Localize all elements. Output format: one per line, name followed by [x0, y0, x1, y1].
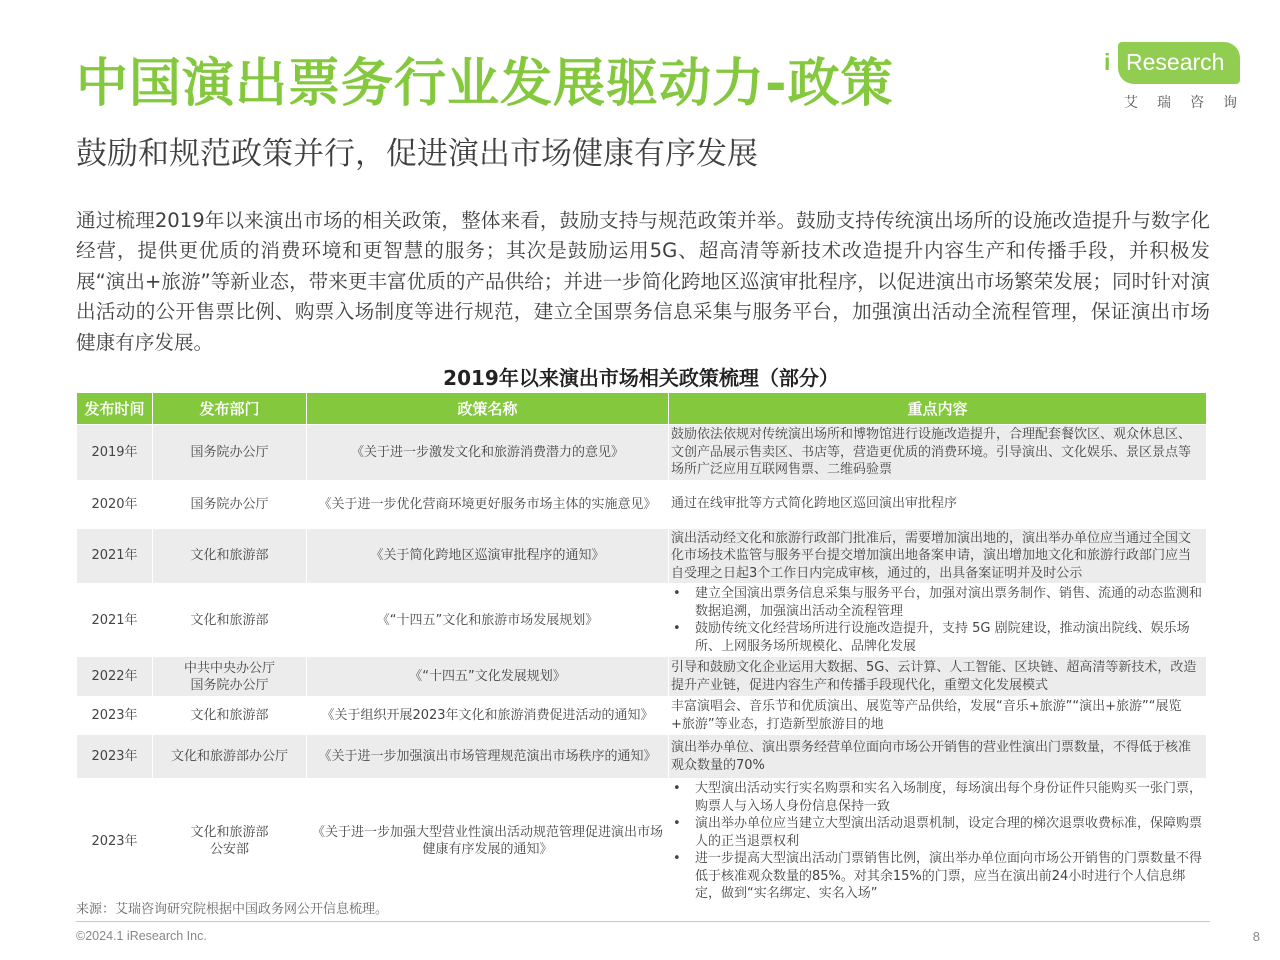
cell-time: 2021年 — [77, 584, 153, 657]
table-row — [77, 528, 1207, 584]
cell-time: 2022年 — [77, 657, 153, 697]
footer-divider — [76, 921, 1210, 922]
page-title: 中国演出票务行业发展驱动力-政策 — [76, 54, 894, 114]
content-bullet: • 演出举办单位应当建立大型演出活动退票机制，设定合理的梯次退票收费标准，保障购票人的正当退票权利 — [695, 815, 1202, 850]
cell-dept-line: 中共中央办公厅 — [183, 660, 275, 676]
logo-prefix: i — [1104, 49, 1111, 75]
cell-policy-name: 《关于进一步加强演出市场管理规范演出市场秩序的通知》 — [307, 735, 669, 779]
cell-time: 2023年 — [77, 697, 153, 735]
cell-time: 2023年 — [77, 735, 153, 779]
table-caption: 2019年以来演出市场相关政策梳理（部分） — [443, 366, 839, 390]
cell-policy-name: 《关于进一步激发文化和旅游消费潜力的意见》 — [307, 425, 669, 481]
table-row — [77, 480, 1207, 528]
logo-wordmark: Research — [1126, 49, 1225, 75]
cell-dept-line: 公安部 — [209, 842, 249, 858]
content-bullet: • 鼓励传统文化经营场所进行设施改造提升，支持 5G 剧院建设，推动演出院线、娱乐场所、上网服务场所规模化、品牌化发展 — [695, 620, 1202, 655]
cell-content: 丰富演唱会、音乐节和优质演出、展览等产品供给，发展“音乐+旅游”“演出+旅游”“展览+旅游”等业态，打造新型旅游目的地 — [669, 697, 1207, 735]
cell-time: 2019年 — [77, 425, 153, 481]
page-number: 8 — [1252, 929, 1260, 944]
cell-dept: 国务院办公厅 — [153, 425, 307, 481]
cell-dept: 文化和旅游部 — [153, 584, 307, 657]
cell-content: 引导和鼓励文化企业运用大数据、5G、云计算、人工智能、区块链、超高清等新技术，改造提升产业链，促进内容生产和传播手段现代化，重塑文化发展模式 — [669, 657, 1207, 697]
table-row — [77, 657, 1207, 697]
cell-content: 演出活动经文化和旅游行政部门批准后，需要增加演出地的，演出举办单位应当通过全国文化市场技术监管与服务平台提交增加演出地备案申请，演出增加地文化和旅游行政部门应当自受理之日起3个工作日内完成审核，通过的，出具备案证明并及时公示 — [669, 528, 1207, 584]
content-bullet-list — [671, 780, 1202, 903]
cell-dept: 文化和旅游部 — [153, 697, 307, 735]
cell-dept: 国务院办公厅 — [153, 480, 307, 528]
intro-paragraph: 通过梳理2019年以来演出市场的相关政策，整体来看，鼓励支持与规范政策并举。鼓励支持传统演出场所的设施改造提升与数字化经营，提供更优质的消费环境和更智慧的服务；其次是鼓励运用5G、超高清等新技术改造提升内容生产和传播手段，并积极发展“演出+旅游”等新业态，带来更丰富优质的产品供给；并进一步简化跨地区巡演审批程序，以促进演出市场繁荣发展；同时针对演出活动的公开售票比例、购票入场制度等进行规范，建立全国票务信息采集与服务平台，加强演出活动全流程管理，保证演出市场健康有序发展。 — [76, 209, 1210, 354]
content-bullet: • 建立全国演出票务信息采集与服务平台，加强对演出票务制作、销售、流通的动态监测和数据追溯，加强演出活动全流程管理 — [695, 585, 1202, 620]
table-header-row — [77, 393, 1207, 425]
table-row — [77, 425, 1207, 481]
page-subtitle: 鼓励和规范政策并行，促进演出市场健康有序发展 — [76, 136, 758, 172]
iresearch-logo — [1100, 42, 1256, 114]
cell-policy-name: 《关于简化跨地区巡演审批程序的通知》 — [307, 528, 669, 584]
cell-policy-name: 《关于进一步加强大型营业性演出活动规范管理促进演出市场健康有序发展的通知》 — [307, 779, 669, 905]
table-row — [77, 584, 1207, 657]
header-key-content: 重点内容 — [669, 393, 1207, 425]
cell-content — [669, 779, 1207, 905]
cell-dept-line: 文化和旅游部 — [190, 825, 269, 841]
cell-content: 鼓励依法依规对传统演出场所和博物馆进行设施改造提升，合理配套餐饮区、观众休息区、文创产品展示售卖区、书店等，营造更优质的消费环境。引导演出、文化娱乐、景区景点等场所广泛应用互联网售票、二维码验票 — [669, 425, 1207, 481]
header-policy-name: 政策名称 — [307, 393, 669, 425]
cell-policy-name: 《关于组织开展2023年文化和旅游消费促进活动的通知》 — [307, 697, 669, 735]
logo-chinese-name: 艾瑞咨询 — [1124, 95, 1256, 111]
cell-policy-name: 《“十四五”文化发展规划》 — [307, 657, 669, 697]
cell-content — [669, 584, 1207, 657]
copyright: ©2024.1 iResearch Inc. — [76, 929, 207, 943]
table-row — [77, 779, 1207, 905]
header-publish-dept: 发布部门 — [153, 393, 307, 425]
cell-dept-line: 国务院办公厅 — [190, 677, 269, 693]
cell-content: 演出举办单位、演出票务经营单位面向市场公开销售的营业性演出门票数量，不得低于核准观众数量的70% — [669, 735, 1207, 779]
cell-dept: 文化和旅游部办公厅 — [153, 735, 307, 779]
cell-time: 2020年 — [77, 480, 153, 528]
cell-dept: 文化和旅游部 — [153, 528, 307, 584]
cell-policy-name: 《“十四五”文化和旅游市场发展规划》 — [307, 584, 669, 657]
content-bullet: • 进一步提高大型演出活动门票销售比例，演出举办单位面向市场公开销售的门票数量不得低于核准观众数量的85%。对其余15%的门票，应当在演出前24小时进行个人信息绑定，做到“实名绑定、实名入场” — [695, 850, 1202, 903]
source-note: 来源：艾瑞咨询研究院根据中国政务网公开信息梳理。 — [76, 902, 389, 917]
policy-table — [76, 392, 1207, 905]
cell-dept — [153, 779, 307, 905]
cell-content: 通过在线审批等方式简化跨地区巡回演出审批程序 — [669, 480, 1207, 528]
header-publish-time: 发布时间 — [77, 393, 153, 425]
table-row — [77, 735, 1207, 779]
cell-dept — [153, 657, 307, 697]
cell-policy-name: 《关于进一步优化营商环境更好服务市场主体的实施意见》 — [307, 480, 669, 528]
cell-time: 2021年 — [77, 528, 153, 584]
content-bullet: • 大型演出活动实行实名购票和实名入场制度，每场演出每个身份证件只能购买一张门票，购票人与入场人身份信息保持一致 — [695, 780, 1202, 815]
cell-time: 2023年 — [77, 779, 153, 905]
content-bullet-list — [671, 585, 1202, 655]
table-row — [77, 697, 1207, 735]
